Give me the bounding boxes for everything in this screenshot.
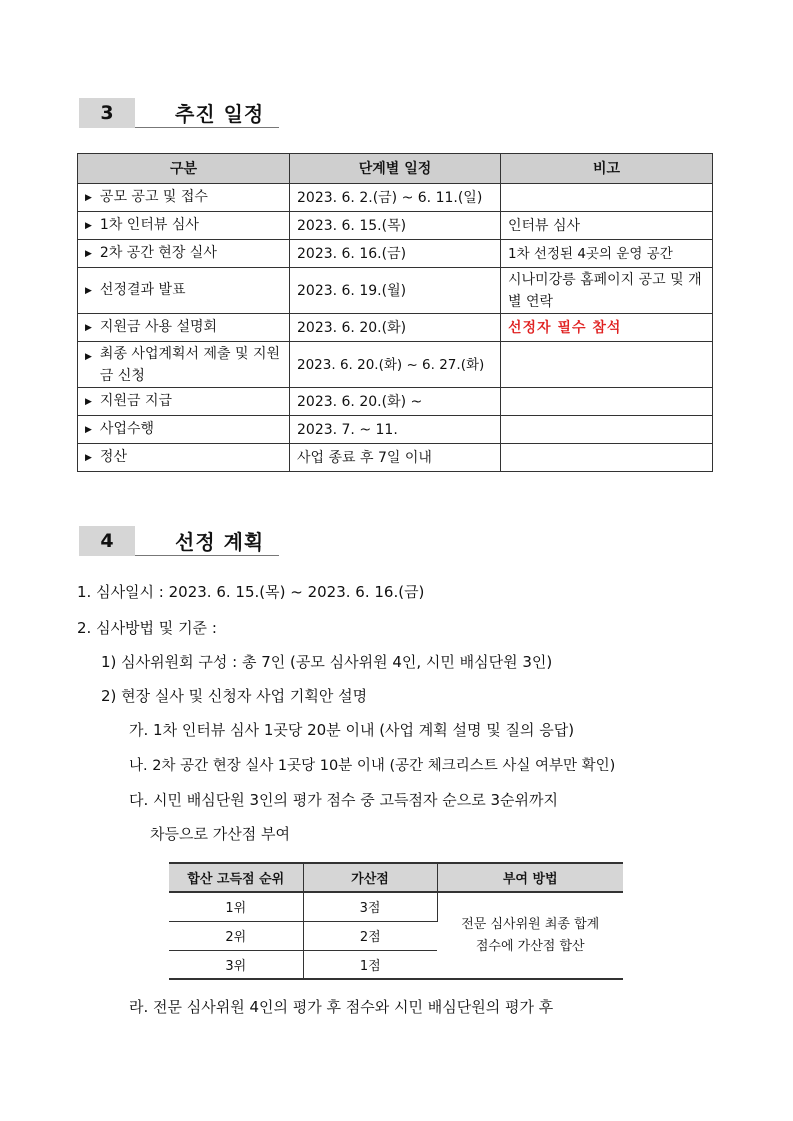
table-row — [78, 184, 713, 212]
item-cell — [78, 416, 290, 444]
item-label: 2차 공간 현장 실사 — [99, 244, 217, 261]
plan-line-9: 라. 전문 심사위원 4인의 평가 후 점수와 시민 배심단원의 평가 후 — [129, 998, 554, 1016]
table-row — [78, 212, 713, 240]
section-3-number: 3 — [79, 98, 135, 128]
triangle-bullet-icon: ▶ — [85, 322, 92, 333]
method-cell — [437, 892, 623, 979]
date-cell: 2023. 6. 16.(금) — [290, 240, 501, 268]
note-cell: 인터뷰 심사 — [501, 212, 713, 240]
points-cell: 3점 — [303, 892, 437, 921]
date-cell: 2023. 6. 20.(화) — [290, 314, 501, 342]
header-rank: 합산 고득점 순위 — [169, 863, 303, 892]
plan-line-7: 다. 시민 배심단원 3인의 평가 점수 중 고득점자 순으로 3순위까지 — [129, 791, 559, 809]
date-cell: 2023. 6. 20.(화) ~ 6. 27.(화) — [290, 342, 501, 388]
item-label: 공모 공고 및 접수 — [99, 188, 208, 205]
schedule-table — [77, 153, 713, 472]
plan-line-6: 나. 2차 공간 현장 실사 1곳당 10분 이내 (공간 체크리스트 사실 여부만 확인) — [129, 758, 616, 774]
date-cell: 2023. 6. 15.(목) — [290, 212, 501, 240]
note-cell — [501, 342, 713, 388]
section-4-title: 선정 계획 — [135, 526, 279, 556]
triangle-bullet-icon: ▶ — [85, 192, 92, 203]
plan-line-4: 2) 현장 실사 및 신청자 사업 기획안 설명 — [101, 687, 368, 705]
table-row — [78, 314, 713, 342]
date-cell: 2023. 6. 2.(금) ~ 6. 11.(일) — [290, 184, 501, 212]
date-cell: 사업 종료 후 7일 이내 — [290, 444, 501, 472]
triangle-bullet-icon: ▶ — [85, 351, 92, 362]
bonus-points-table — [169, 862, 623, 980]
section-3-header — [79, 98, 279, 128]
plan-line-8: 차등으로 가산점 부여 — [150, 825, 290, 843]
bonus-header-row — [169, 863, 623, 892]
table-row — [169, 892, 623, 921]
item-cell — [78, 444, 290, 472]
note-cell — [501, 184, 713, 212]
plan-line-5: 가. 1차 인터뷰 심사 1곳당 20분 이내 (사업 계획 설명 및 질의 응답) — [129, 721, 575, 739]
triangle-bullet-icon: ▶ — [85, 285, 92, 296]
note-cell: 시나미강릉 홈페이지 공고 및 개별 연락 — [501, 268, 713, 314]
header-category: 구분 — [78, 154, 290, 184]
triangle-bullet-icon: ▶ — [85, 396, 92, 407]
header-method: 부여 방법 — [437, 863, 623, 892]
note-cell — [501, 388, 713, 416]
plan-line-2: 2. 심사방법 및 기준 : — [77, 619, 217, 637]
note-cell — [501, 444, 713, 472]
header-points: 가산점 — [303, 863, 437, 892]
rank-cell: 2위 — [169, 921, 303, 950]
method-line-1: 전문 심사위원 최종 합계 — [461, 916, 600, 932]
section-4-number: 4 — [79, 526, 135, 556]
note-cell: 선정자 필수 참석 — [501, 314, 713, 342]
item-cell — [78, 388, 290, 416]
table-row — [78, 416, 713, 444]
method-line-2: 점수에 가산점 합산 — [475, 938, 585, 954]
table-row — [78, 240, 713, 268]
table-row — [78, 444, 713, 472]
rank-cell: 3위 — [169, 950, 303, 979]
section-4-header — [79, 526, 279, 556]
item-label: 1차 인터뷰 심사 — [99, 216, 199, 233]
item-label: 지원금 사용 설명회 — [99, 318, 218, 335]
plan-line-3: 1) 심사위원회 구성 : 총 7인 (공모 심사위원 4인, 시민 배심단원 3인) — [101, 653, 553, 671]
points-cell: 2점 — [303, 921, 437, 950]
section-3-title: 추진 일정 — [135, 98, 279, 128]
plan-line-1: 1. 심사일시 : 2023. 6. 15.(목) ~ 2023. 6. 16.(금) — [77, 583, 425, 601]
triangle-bullet-icon: ▶ — [85, 220, 92, 231]
triangle-bullet-icon: ▶ — [85, 424, 92, 435]
item-label: 지원금 지급 — [99, 392, 172, 409]
item-cell — [78, 212, 290, 240]
header-note: 비고 — [501, 154, 713, 184]
note-cell — [501, 416, 713, 444]
points-cell: 1점 — [303, 950, 437, 979]
triangle-bullet-icon: ▶ — [85, 248, 92, 259]
table-row — [78, 388, 713, 416]
rank-cell: 1위 — [169, 892, 303, 921]
item-cell — [78, 342, 290, 388]
item-cell — [78, 314, 290, 342]
schedule-header-row — [78, 154, 713, 184]
item-cell — [78, 240, 290, 268]
date-cell: 2023. 6. 19.(월) — [290, 268, 501, 314]
item-label: 선정결과 발표 — [99, 281, 186, 298]
note-cell: 1차 선정된 4곳의 운영 공간 — [501, 240, 713, 268]
item-label: 사업수행 — [99, 420, 155, 437]
table-row — [78, 268, 713, 314]
date-cell: 2023. 6. 20.(화) ~ — [290, 388, 501, 416]
date-cell: 2023. 7. ~ 11. — [290, 416, 501, 444]
table-row — [78, 342, 713, 388]
item-label: 최종 사업계획서 제출 및 지원금 신청 — [99, 345, 281, 384]
item-label: 정산 — [99, 448, 127, 465]
item-cell — [78, 268, 290, 314]
item-cell — [78, 184, 290, 212]
header-date: 단계별 일정 — [290, 154, 501, 184]
triangle-bullet-icon: ▶ — [85, 452, 92, 463]
